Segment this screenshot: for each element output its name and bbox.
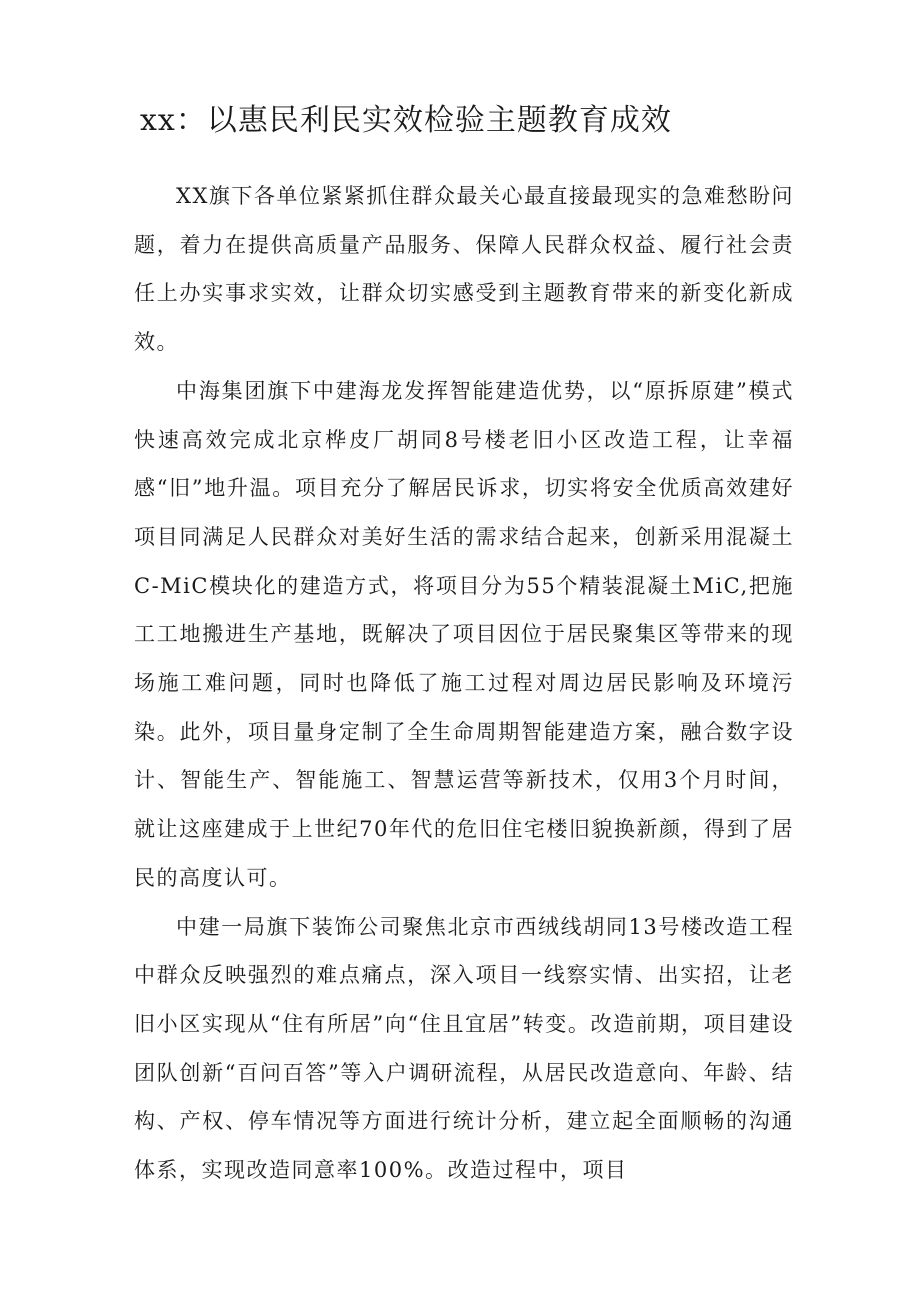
document-title: xx：以惠民利民实效检验主题教育成效 <box>140 103 672 138</box>
document-body <box>134 172 794 1195</box>
paragraph-3: 中建一局旗下装饰公司聚焦北京市西绒线胡同13号楼改造工程中群众反映强烈的难点痛点，深入项目一线察实情、出实招，让老旧小区实现从“住有所居”向“住且宜居”转变。改造前期，项目建设团队创新“百问百答”等入户调研流程，从居民改造意向、年龄、结构、产权、停车情况等方面进行统计分析，建立起全面顺畅的沟通体系，实现改造同意率100%。改造过程中，项目 <box>134 914 794 1183</box>
paragraph-2: 中海集团旗下中建海龙发挥智能建造优势，以“原拆原建”模式快速高效完成北京桦皮厂胡同8号楼老旧小区改造工程，让幸福感“旧”地升温。项目充分了解居民诉求，切实将安全优质高效建好项目同满足人民群众对美好生活的需求结合起来，创新采用混凝土C-MiC模块化的建造方式，将项目分为55个精装混凝土MiC,把施工工地搬进生产基地，既解决了项目因位于居民聚集区等带来的现场施工难问题，同时也降低了施工过程对周边居民影响及环境污染。此外，项目量身定制了全生命周期智能建造方案，融合数字设计、智能生产、智能施工、智慧运营等新技术，仅用3个月时间，就让这座建成于上世纪70年代的危旧住宅楼旧貌换新颜，得到了居民的高度认可。 <box>134 378 794 890</box>
paragraph-1: XX旗下各单位紧紧抓住群众最关心最直接最现实的急难愁盼问题，着力在提供高质量产品服务、保障人民群众权益、履行社会责任上办实事求实效，让群众切实感受到主题教育带来的新变化新成效。 <box>134 184 794 355</box>
